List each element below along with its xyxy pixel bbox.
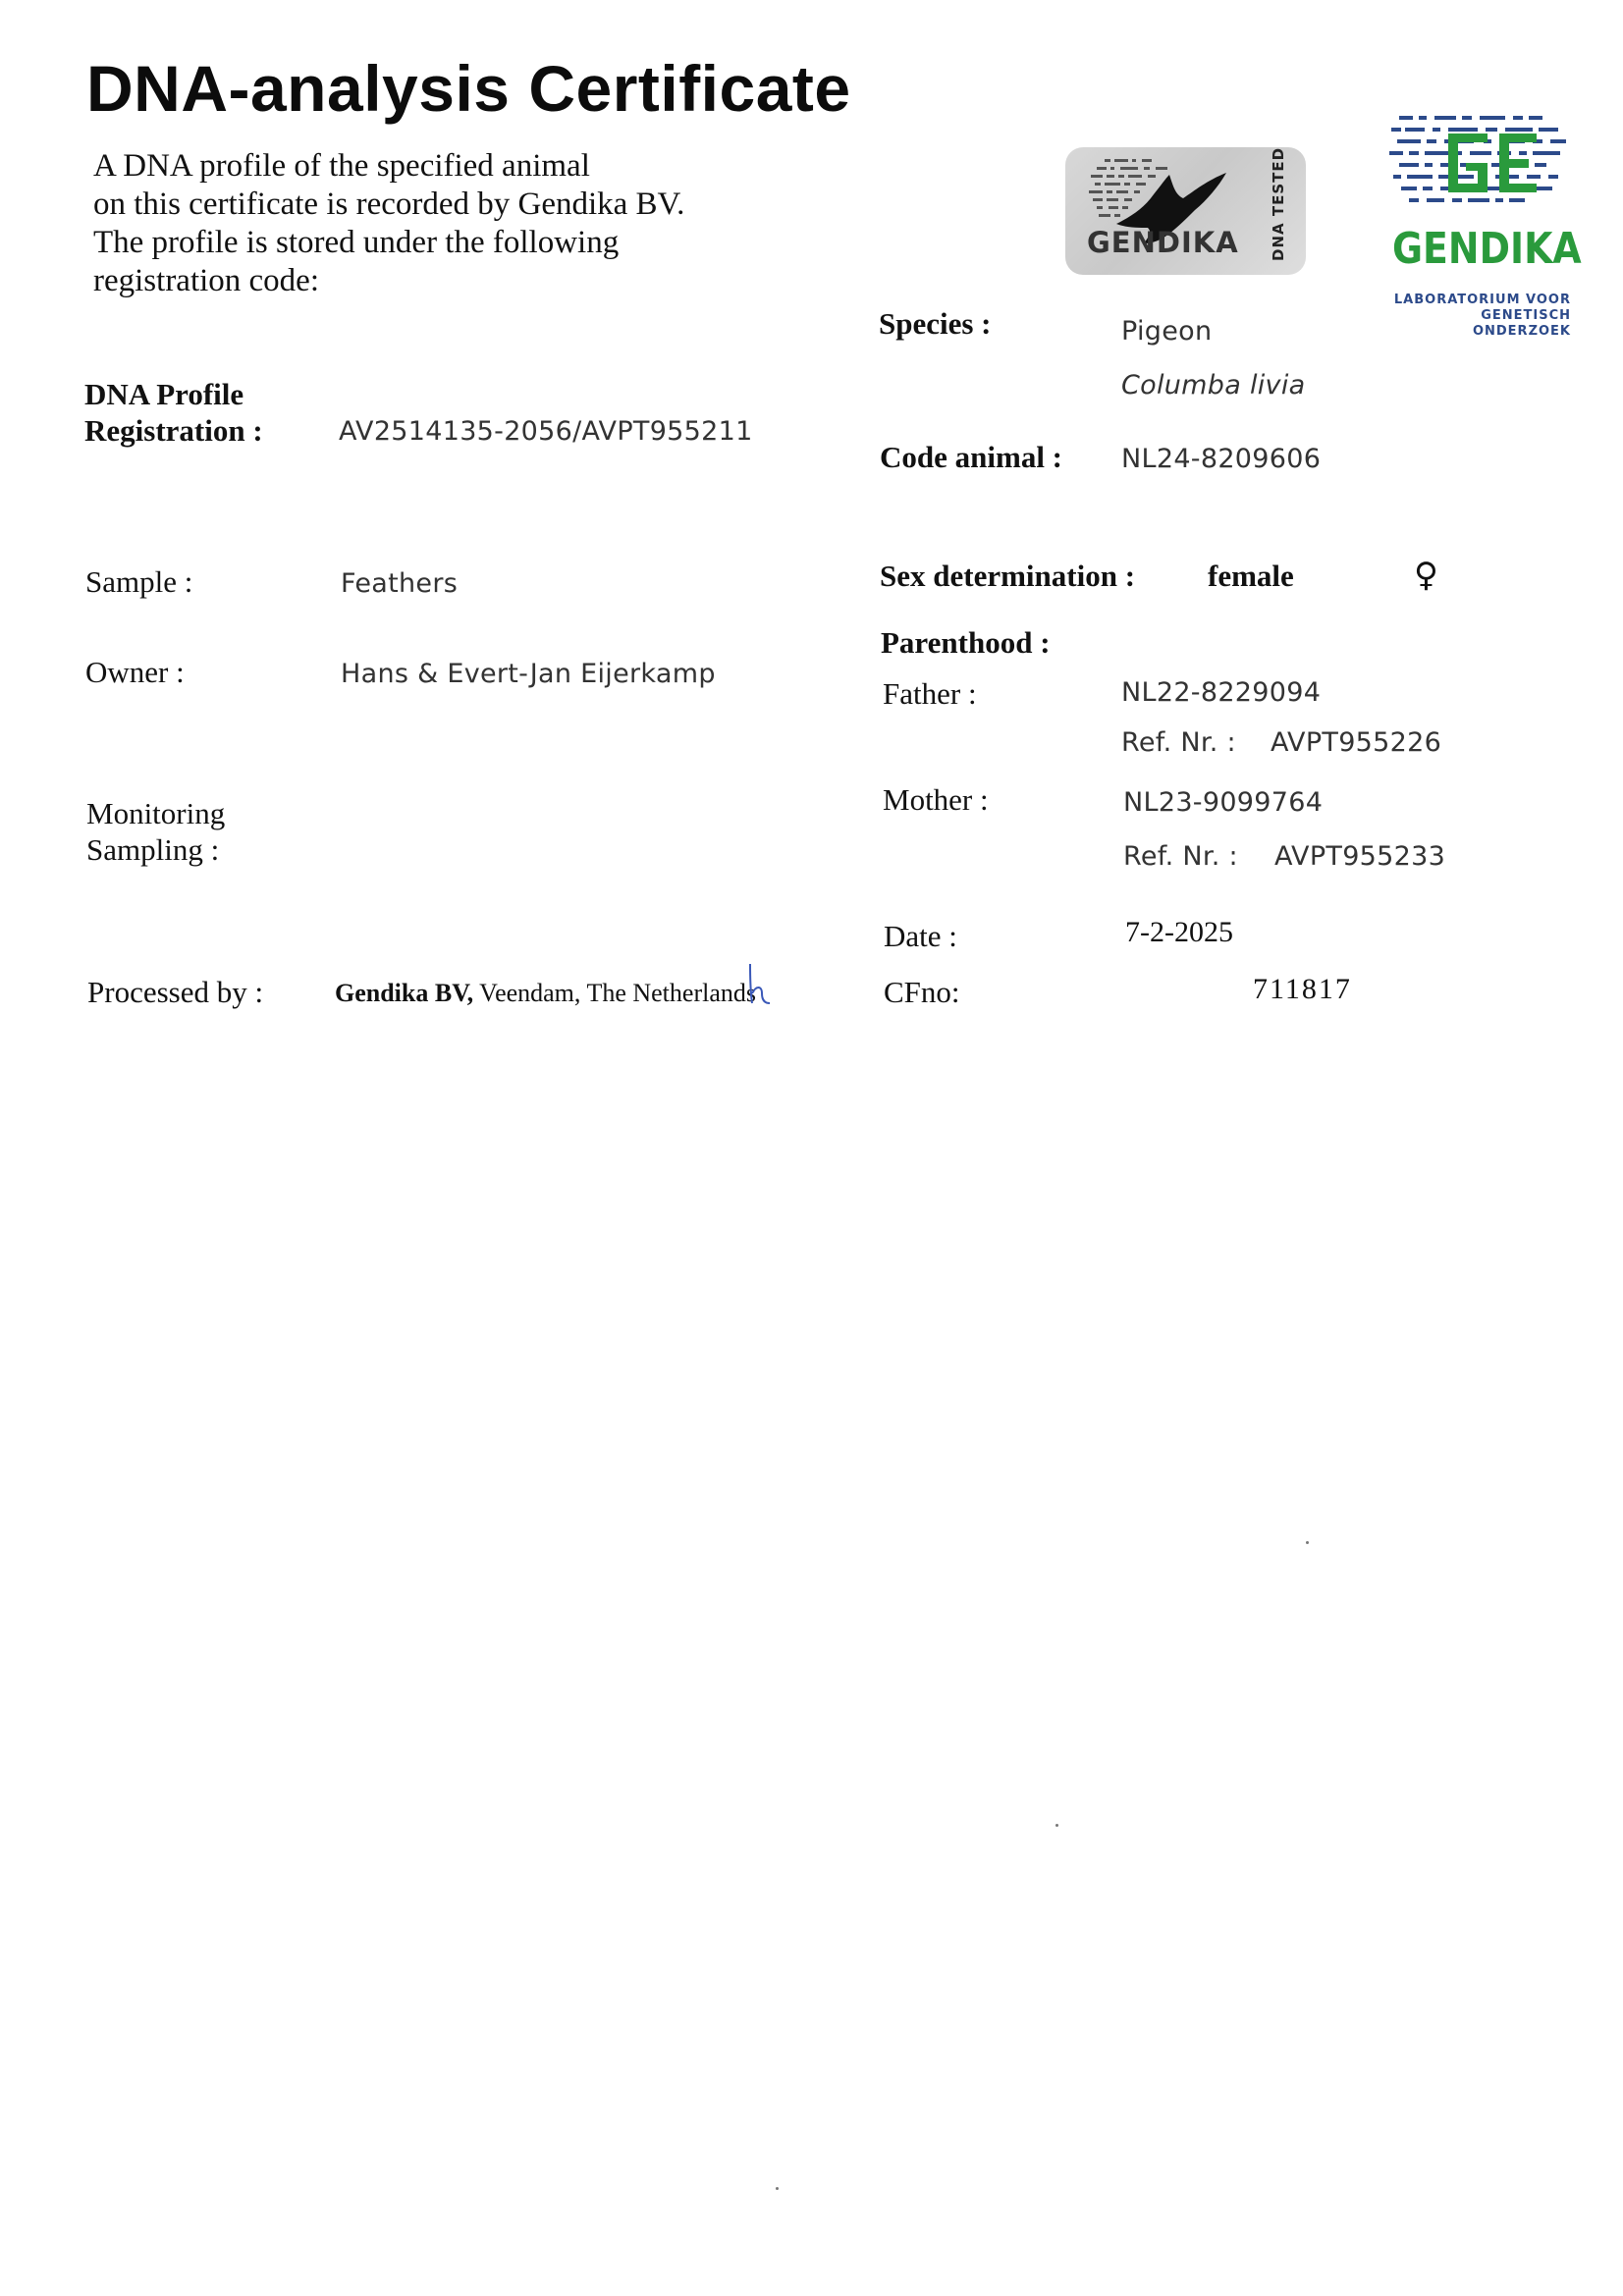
owner-label: Owner :: [85, 655, 185, 689]
intro-line: on this certificate is recorded by Gendika BV.: [93, 187, 685, 222]
scan-speck: [776, 2187, 779, 2190]
date-value: 7-2-2025: [1125, 916, 1233, 948]
processed-by-value: [335, 979, 756, 1008]
date-label: Date :: [884, 919, 957, 953]
certificate-title: DNA-analysis Certificate: [86, 52, 851, 125]
intro-line: The profile is stored under the following: [93, 225, 620, 260]
scan-speck: [1055, 1824, 1058, 1827]
female-symbol-icon: ♀: [1414, 556, 1438, 595]
code-animal-value: NL24-8209606: [1121, 444, 1322, 474]
dna-tested-seal: [1065, 147, 1306, 275]
sample-label: Sample :: [85, 564, 193, 599]
owner-value: Hans & Evert-Jan Eijerkamp: [341, 659, 716, 689]
gendika-logo-icon: [1389, 110, 1576, 233]
processed-location: Veendam, The Netherlands: [479, 979, 756, 1007]
processed-company: Gendika BV,: [335, 979, 474, 1007]
sex-value: female: [1208, 559, 1294, 593]
species-label: Species :: [879, 306, 992, 341]
cfno-label: CFno:: [884, 975, 960, 1009]
gendika-logo-subtitle: LABORATORIUM VOOR GENETISCH ONDERZOEK: [1393, 293, 1571, 339]
seal-brand: GENDIKA: [1087, 226, 1239, 259]
dna-profile-value: AV2514135-2056/AVPT955211: [339, 416, 753, 447]
parenthood-label: Parenthood :: [881, 625, 1051, 660]
intro-paragraph: [93, 147, 781, 300]
seal-side-text: DNA TESTED: [1270, 146, 1287, 261]
signature-mark-icon: [744, 960, 774, 1009]
intro-line: registration code:: [93, 263, 320, 298]
mother-ref-value: AVPT955233: [1274, 841, 1446, 872]
gendika-logo-wordmark: GENDIKA: [1392, 224, 1582, 274]
species-latin-value: Columba livia: [1121, 370, 1306, 400]
sample-value: Feathers: [341, 568, 459, 599]
mother-label: Mother :: [883, 782, 989, 817]
father-label: Father :: [883, 676, 977, 711]
intro-line: A DNA profile of the specified animal: [93, 148, 590, 184]
species-common-value: Pigeon: [1121, 316, 1213, 347]
mother-ref-label: Ref. Nr. :: [1123, 841, 1238, 872]
dna-profile-label: DNA Profile Registration :: [84, 377, 263, 448]
father-value: NL22-8229094: [1121, 677, 1322, 708]
cfno-value: 711817: [1253, 973, 1352, 1005]
code-animal-label: Code animal :: [880, 440, 1062, 474]
mother-value: NL23-9099764: [1123, 787, 1324, 818]
monitoring-sampling-label: Monitoring Sampling :: [86, 796, 226, 867]
sex-determination-label: Sex determination :: [880, 559, 1136, 593]
father-ref-label: Ref. Nr. :: [1121, 727, 1236, 758]
processed-by-label: Processed by :: [87, 975, 264, 1009]
scan-speck: [1306, 1541, 1309, 1544]
father-ref-value: AVPT955226: [1271, 727, 1442, 758]
